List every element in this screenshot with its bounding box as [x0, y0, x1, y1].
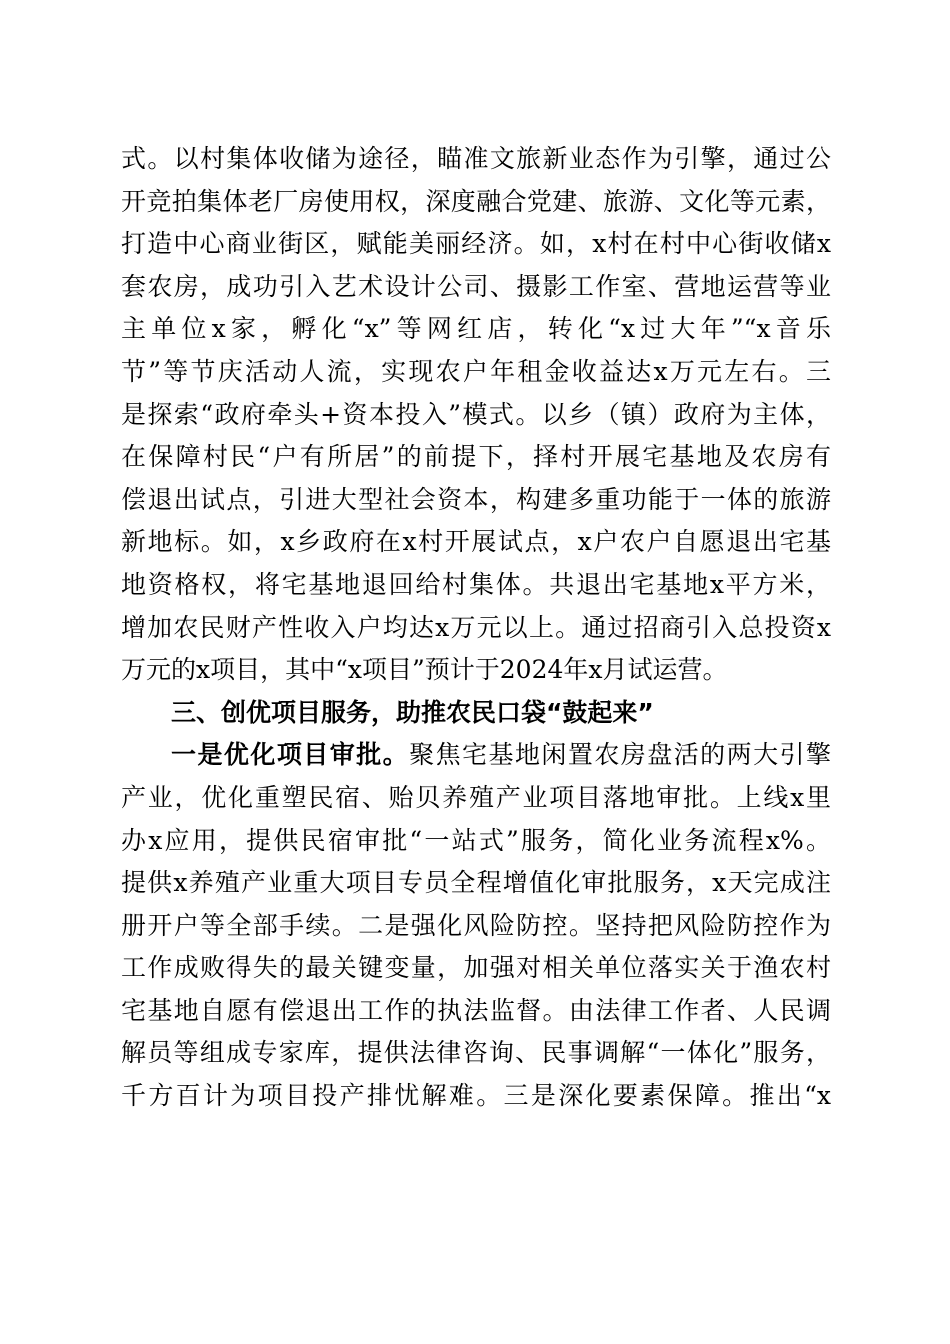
text-line	[121, 734, 831, 777]
text-line: 式。以村集体收储为途径，瞄准文旅新业态作为引擎，通过公	[121, 144, 831, 173]
document-body	[121, 138, 831, 1118]
text-line: 偿退出试点，引进大型社会资本，构建多重功能于一体的旅游	[121, 484, 831, 514]
text-line: 册开户等全部手续。二是强化风险防控。坚持把风险防控作为	[121, 910, 831, 940]
text-run: 聚焦宅基地闲置农房盘活的两大引擎	[409, 740, 831, 770]
text-line: 宅基地自愿有偿退出工作的执法监督。由法律工作者、人民调	[121, 995, 831, 1025]
text-line: 开竞拍集体老厂房使用权，深度融合党建、旅游、文化等元素，	[121, 186, 831, 216]
text-line: 套农房，成功引入艺术设计公司、摄影工作室、营地运营等业	[121, 271, 831, 301]
text-line: 解员等组成专家库，提供法律咨询、民事调解“一体化”服务，	[121, 1038, 831, 1068]
lead-phrase: 一是优化项目审批。	[171, 740, 410, 770]
text-line: 打造中心商业街区，赋能美丽经济。如，x村在村中心街收储x	[121, 229, 831, 259]
text-line: 办x应用，提供民宿审批“一站式”服务，简化业务流程x%。	[121, 825, 831, 855]
section-heading: 三、创优项目服务，助推农民口袋“鼓起来”	[171, 697, 654, 727]
paragraph-village-collective	[121, 138, 831, 692]
text-line: 在保障村民“户有所居”的前提下，择村开展宅基地及农房有	[121, 442, 831, 472]
text-line: 万元的x项目，其中“x项目”预计于2024年x月试运营。	[121, 655, 728, 685]
text-line: 是探索“政府牵头+资本投入”模式。以乡（镇）政府为主体，	[121, 399, 831, 429]
paragraph-project-services	[121, 734, 831, 1117]
text-line: 提供x养殖产业重大项目专员全程增值化审批服务，x天完成注	[121, 868, 831, 898]
text-line: 产业，优化重塑民宿、贻贝养殖产业项目落地审批。上线x里	[121, 782, 831, 812]
text-line: 主单位x家，孵化“x”等网红店，转化“x过大年”“x音乐	[121, 314, 831, 344]
text-line: 工作成败得失的最关键变量，加强对相关单位落实关于渔农村	[121, 953, 831, 983]
text-line: 地资格权，将宅基地退回给村集体。共退出宅基地x平方米，	[121, 569, 831, 599]
text-line: 新地标。如，x乡政府在x村开展试点，x户农户自愿退出宅基	[121, 527, 831, 557]
text-line: 节”等节庆活动人流，实现农户年租金收益达x万元左右。三	[121, 356, 831, 386]
text-line: 增加农民财产性收入户均达x万元以上。通过招商引入总投资x	[121, 612, 831, 642]
text-line: 千方百计为项目投产排忧解难。三是深化要素保障。推出“x	[121, 1081, 831, 1111]
